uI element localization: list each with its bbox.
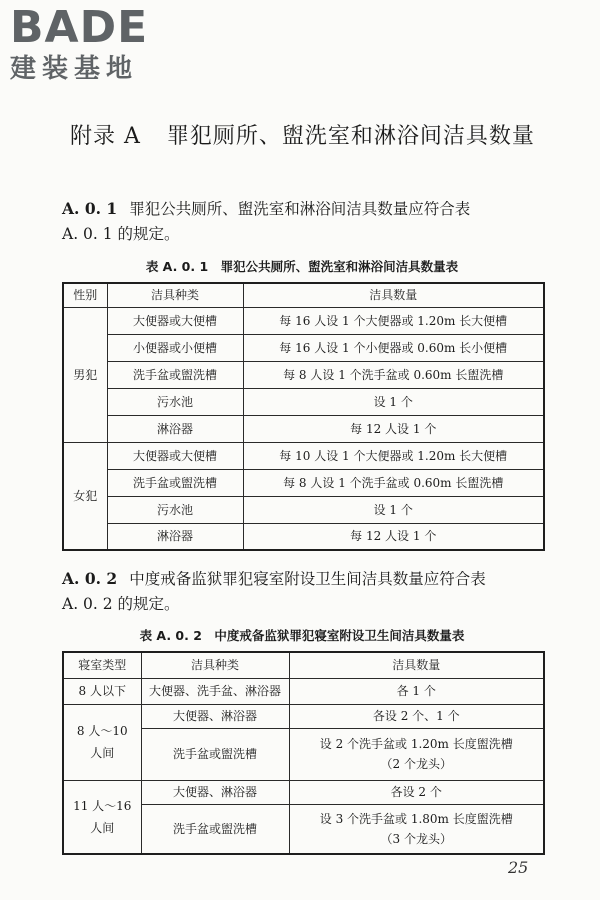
- appendix-code: 附录 A: [70, 124, 141, 149]
- table-row: [63, 523, 544, 550]
- fixture-type: 大便器或大便槽: [107, 307, 243, 334]
- fixture-qty: 每 8 人设 1 个洗手盆或 0.60m 长盥洗槽: [243, 469, 544, 496]
- fixture-qty: 设 1 个: [243, 496, 544, 523]
- fixture-qty-line2: （2 个龙头）: [380, 757, 452, 771]
- fixture-qty: 每 12 人设 1 个: [243, 415, 544, 442]
- table-row: [63, 496, 544, 523]
- table-row: [63, 415, 544, 442]
- table-header-row: [63, 652, 544, 678]
- fixture-type: 洗手盆或盥洗槽: [141, 804, 289, 854]
- room-type-line2: 人间: [90, 820, 115, 835]
- fixture-qty-line2: （3 个龙头）: [380, 831, 452, 846]
- table-row: [63, 780, 544, 804]
- section-a02-text-line1: 中度戒备监狱罪犯寝室附设卫生间洁具数量应符合表: [129, 570, 486, 588]
- section-a01-text-line1: 罪犯公共厕所、盥洗室和淋浴间洁具数量应符合表: [129, 200, 471, 218]
- room-type-line2: 人间: [90, 746, 115, 760]
- room-type: 8 人以下: [63, 678, 141, 704]
- fixture-qty-line1: 设 2 个洗手盆或 1.20m 长度盥洗槽: [319, 737, 513, 751]
- logo-wordmark: BADE: [10, 2, 149, 53]
- fixture-type: 大便器、淋浴器: [141, 704, 289, 728]
- fixture-qty: 每 10 人设 1 个大便器或 1.20m 长大便槽: [243, 442, 544, 469]
- header-gender: 性别: [63, 283, 107, 307]
- section-a02-text-line2: A. 0. 2 的规定。: [62, 595, 180, 613]
- table-row: [63, 388, 544, 415]
- appendix-title: [70, 122, 570, 152]
- fixture-qty: 每 16 人设 1 个小便器或 0.60m 长小便槽: [243, 334, 544, 361]
- table-row: [63, 361, 544, 388]
- fixture-type: 洗手盆或盥洗槽: [107, 469, 243, 496]
- fixture-type: 淋浴器: [107, 523, 243, 550]
- header-fixture-type: 洁具种类: [141, 652, 289, 678]
- section-a01-text-line2: A. 0. 1 的规定。: [62, 225, 180, 243]
- table-row: [63, 678, 544, 704]
- section-a02: [62, 566, 562, 617]
- fixture-type: 洗手盆或盥洗槽: [141, 728, 289, 780]
- room-type: [63, 780, 141, 854]
- table-a02: [62, 651, 545, 855]
- gender-female: 女犯: [63, 442, 107, 550]
- header-room-type: 寝室类型: [63, 652, 141, 678]
- fixture-type: 大便器或大便槽: [107, 442, 243, 469]
- fixture-type: 淋浴器: [107, 415, 243, 442]
- fixture-qty: 每 12 人设 1 个: [243, 523, 544, 550]
- logo-subtitle: 建装基地: [10, 54, 139, 84]
- header-fixture-qty: 洁具数量: [243, 283, 544, 307]
- section-a01-number: A. 0. 1: [62, 199, 118, 218]
- appendix-heading: 罪犯厕所、盥洗室和淋浴间洁具数量: [166, 124, 535, 149]
- fixture-qty-line1: 设 3 个洗手盆或 1.80m 长度盥洗槽: [319, 811, 513, 826]
- fixture-qty: 各设 2 个、1 个: [289, 704, 544, 728]
- fixture-type: 污水池: [107, 496, 243, 523]
- table-row: [63, 469, 544, 496]
- fixture-qty: 每 16 人设 1 个大便器或 1.20m 长大便槽: [243, 307, 544, 334]
- fixture-qty: 设 1 个: [243, 388, 544, 415]
- fixture-qty: 每 8 人设 1 个洗手盆或 0.60m 长盥洗槽: [243, 361, 544, 388]
- fixture-type: 污水池: [107, 388, 243, 415]
- room-type: [63, 704, 141, 780]
- gender-male: 男犯: [63, 307, 107, 442]
- header-fixture-type: 洁具种类: [107, 283, 243, 307]
- fixture-type: 小便器或小便槽: [107, 334, 243, 361]
- room-type-line1: 8 人～10: [76, 724, 128, 738]
- fixture-qty: 各 1 个: [289, 678, 544, 704]
- section-a01: [62, 196, 562, 247]
- fixture-type: 大便器、淋浴器: [141, 780, 289, 804]
- fixture-qty: [289, 728, 544, 780]
- section-a02-number: A. 0. 2: [62, 569, 118, 588]
- table-row: [63, 442, 544, 469]
- fixture-type: 洗手盆或盥洗槽: [107, 361, 243, 388]
- fixture-type: 大便器、洗手盆、淋浴器: [141, 678, 289, 704]
- table-row: [63, 704, 544, 728]
- table-a01: [62, 282, 545, 551]
- table-header-row: [63, 283, 544, 307]
- table-row: [63, 307, 544, 334]
- fixture-qty: 各设 2 个: [289, 780, 544, 804]
- header-fixture-qty: 洁具数量: [289, 652, 544, 678]
- table-a01-caption: 表 A. 0. 1 罪犯公共厕所、盥洗室和淋浴间洁具数量表: [145, 259, 459, 274]
- table-a02-caption: 表 A. 0. 2 中度戒备监狱罪犯寝室附设卫生间洁具数量表: [139, 628, 465, 643]
- page-number: 25: [508, 858, 529, 877]
- fixture-qty: [289, 804, 544, 854]
- logo: [10, 4, 180, 84]
- table-row: [63, 334, 544, 361]
- room-type-line1: 11 人～16: [73, 798, 132, 813]
